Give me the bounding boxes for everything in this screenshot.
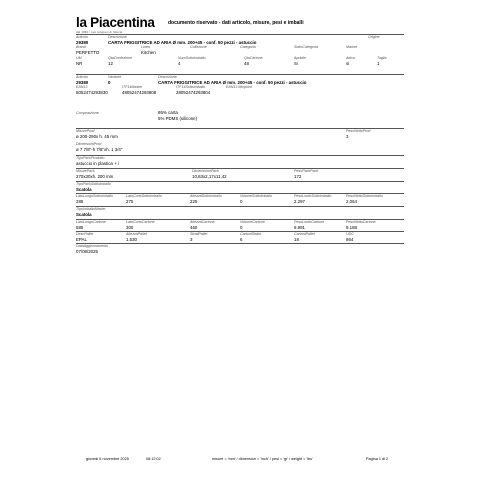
sub-pack-count-label: NumSottoImballo (178, 56, 206, 60)
pallet-cartons-label: CartoniPallet (294, 232, 315, 236)
pallet-cartons-layer-label: CartoniStrato (240, 232, 262, 236)
itf14-master-value: 48052474293808 (122, 90, 157, 95)
sub-pack-length-value: 285 (76, 199, 84, 204)
footer-time: 08:12:02 (146, 457, 161, 461)
carton-length-label: LatoLungoCartone (76, 220, 106, 224)
carton-height-value: 460 (190, 225, 198, 230)
pack-measure-label: MisurePack (76, 169, 95, 173)
itf14-master-label: ITF14Master (122, 85, 143, 89)
sub-pack-net-label: PesoNettoSottoImballo (346, 194, 383, 198)
variant-description-label: Descrizione (158, 75, 177, 79)
pallet-layers-label: StratiPallet (190, 232, 208, 236)
update-value: 07/08/2025 (76, 249, 98, 254)
pallet-height-label: AltezzaPallet (126, 232, 147, 236)
sub-pack-volume-label: VolumeSottoImballo (240, 194, 273, 198)
carton-width-label: LatoCortoCartone (126, 220, 155, 224)
product-net-weight-label: PesoNettoProd (346, 129, 371, 133)
pack-measures-section (76, 168, 404, 180)
article-code: 29380 (76, 40, 89, 45)
product-pack-type-section (76, 155, 404, 167)
carton-type-label: TipoImballoMaster (76, 207, 106, 211)
sub-pack-type-label: TipoPackSottoImballo (76, 182, 111, 186)
carton-section (76, 219, 404, 231)
sub-pack-type-section (76, 181, 404, 193)
qty-pack-label: QtaConfezione (108, 56, 132, 60)
brand-name: la Piacentina (76, 15, 155, 30)
pack-weight-value: 172 (294, 174, 302, 179)
article-code-label: Articolo (76, 35, 88, 39)
qty-pack-value: 12 (108, 61, 113, 66)
footer-date: giovedì 6 novembre 2025 (86, 457, 129, 461)
carton-net-label: PesoNettoCartone (346, 220, 376, 224)
sub-pack-length-label: LatoLungoSottoImballo (76, 194, 113, 198)
classification-section (76, 45, 404, 56)
sub-pack-width-value: 275 (126, 199, 134, 204)
subcategory-label: SottoCategoria (294, 45, 318, 49)
variant-article-value: 29380 (76, 80, 89, 85)
size-value: 1 (377, 61, 380, 66)
brand-value: PERFETTO (76, 50, 100, 55)
brand-tagline: dal 1891 i tuoi artigiani di fiducia (76, 30, 123, 34)
sub-pack-height-label: AltezzaSottoImballo (190, 194, 222, 198)
product-pack-type-value: astuccio in plastica + i (76, 161, 119, 166)
product-measure-section (76, 128, 404, 153)
pallet-desc-value: EPAL (76, 237, 87, 242)
line-label: Linea (141, 45, 150, 49)
composition-line: 95% carta (158, 110, 178, 115)
ean13-mixpoint-label: EAN13 Mixpoint (226, 85, 252, 89)
carton-net-value: 9.188 (346, 225, 357, 230)
carton-type-section (76, 206, 404, 218)
itf14-sub-value: 28052474293804 (176, 90, 211, 95)
update-section (76, 243, 404, 255)
document-page (72, 10, 408, 470)
sub-pack-net-value: 2.064 (346, 199, 357, 204)
update-label: DataAggiornamento (76, 244, 108, 248)
sub-pack-gross-value: 2.297 (294, 199, 305, 204)
pallet-cartons-layer-value: 6 (240, 237, 243, 242)
um-value: NR (76, 61, 83, 66)
sub-pack-section (76, 193, 404, 205)
variant-label: Variante (108, 75, 122, 79)
composition-label: Composizione (76, 111, 99, 115)
pallet-desc-label: DescPallet (76, 232, 94, 236)
variant-article-label: Articolo (76, 75, 88, 79)
carton-height-label: AltezzaCartone (190, 220, 215, 224)
brand-label: Brand (76, 45, 86, 49)
size-label: Taglia (377, 56, 387, 60)
footer-units: misure = 'mm' / dimension = 'inch' / pesi = 'gr' / weight = 'lbs' (212, 457, 313, 461)
packaging-section (76, 56, 404, 67)
carton-volume-label: VolumeCartone (240, 220, 265, 224)
document-title: documento riservato - dati articolo, misure, pesi e imballi (168, 20, 304, 26)
pack-measure-value: 270x30xh. 200 mm (76, 174, 114, 179)
collection-label: Collezione (190, 45, 207, 49)
um-label: UM (76, 56, 82, 60)
article-description-label: Descrizione (108, 35, 127, 39)
ean13-label: EAN13 (76, 85, 88, 89)
sub-pack-type-value: Scatola (76, 187, 92, 192)
carton-gross-label: PesoLordoCartone (294, 220, 325, 224)
pallet-section (76, 231, 404, 243)
itf14-sub-label: ITF14Sottoimballo (176, 85, 206, 89)
barcodes-section (76, 85, 404, 96)
article-origin-label: Origine (368, 35, 380, 39)
article-description: CARTA FRIGGITRICE AD ARIA Ø mm. 200+45 - conf. 50 pezzi - astuccio (108, 40, 257, 45)
openable-label: Apribile (294, 56, 306, 60)
composition-line: 5% PDMS (silicone) (158, 116, 198, 121)
qty-carton-value: 48 (244, 61, 249, 66)
market-label: Market (346, 45, 357, 49)
variant-value: 0 (108, 80, 111, 85)
sub-pack-gross-label: PesoLordoSottoImballo (294, 194, 332, 198)
qty-carton-label: QtaCartone (244, 56, 263, 60)
product-net-weight-value: 3 (346, 134, 349, 139)
brand-logo (76, 16, 155, 34)
carton-volume-value: 0 (240, 225, 243, 230)
active-value: si (346, 61, 350, 66)
pallet-layers-value: 3 (190, 237, 193, 242)
openable-value: Si (294, 61, 298, 66)
pallet-cartons-value: 18 (294, 237, 299, 242)
carton-length-value: 585 (76, 225, 84, 230)
pack-dimension-value: 10,63x2,17x11,42 (192, 174, 227, 179)
product-measure-label: MisureProd (76, 129, 95, 133)
pack-weight-label: PesoPackPack (294, 169, 319, 173)
ean13-value: 8052474293830 (76, 90, 108, 95)
footer-page-number: Pagina 1 di 2 (366, 457, 389, 461)
pallet-udc-value: 864 (346, 237, 354, 242)
product-measure-value: ø 200-290x h. 45 mm (76, 134, 118, 139)
sub-pack-width-label: LatoCortoSottoImballo (126, 194, 162, 198)
line-value: Kitchen (141, 50, 156, 55)
sub-pack-volume-value: 0 (240, 199, 243, 204)
product-dimension-label: DimensioniProd (76, 142, 102, 146)
carton-width-value: 300 (126, 225, 134, 230)
pack-dimension-label: DimensionePack (192, 169, 219, 173)
active-label: Attivo (346, 56, 355, 60)
pallet-udc-label: UDC (346, 232, 354, 236)
variant-description-value: CARTA FRIGGITRICE AD ARIA Ø mm. 200+45 - conf. 50 pezzi - astuccio (158, 80, 307, 85)
sub-pack-height-value: 225 (190, 199, 198, 204)
carton-gross-value: 9.991 (294, 225, 305, 230)
carton-type-value: Scatola (76, 212, 92, 217)
category-label: Categoria (240, 45, 256, 49)
pallet-height-value: 1.530 (126, 237, 137, 242)
product-dimension-value: ø 7 7/8"-h 7/8"xh. 1 3/4" (76, 147, 123, 152)
sub-pack-count-value: 4 (178, 61, 181, 66)
product-pack-type-label: TipoPackProdotto (76, 156, 105, 160)
